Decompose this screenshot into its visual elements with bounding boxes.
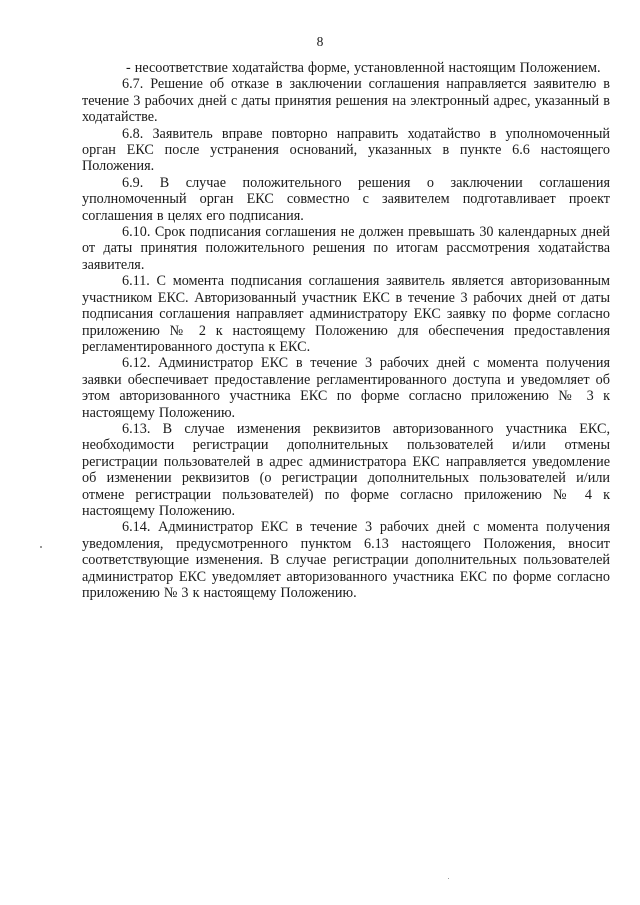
paragraph-6-12: 6.12. Администратор ЕКС в течение 3 рабочих дней с момента получения заявки обеспечивает предоставление регламентированного доступа и уведомляет об этом авторизованного участника ЕКС по форме согласно приложению № 3 к настоящему Положению. — [82, 355, 610, 421]
scan-speck — [448, 878, 449, 879]
paragraph-6-10: 6.10. Срок подписания соглашения не должен превышать 30 календарных дней от даты принятия положительного решения по итогам рассмотрения ходатайства заявителя. — [82, 224, 610, 273]
paragraph-6-8: 6.8. Заявитель вправе повторно направить ходатайство в уполномоченный орган ЕКС после устранения оснований, указанных в пункте 6.6 настоящего Положения. — [82, 125, 610, 175]
paragraph-6-14: 6.14. Администратор ЕКС в течение 3 рабочих дней с момента получения уведомления, предусмотренного пунктом 6.13 настоящего Положения, вносит соответствующие изменения. В случае регистрации дополнительных пользователей администратор ЕКС уведомляет авторизованного участника ЕКС по форме согласно приложению № 3 к настоящему Положению. — [82, 519, 610, 601]
paragraph-6-13: 6.13. В случае изменения реквизитов авторизованного участника ЕКС, необходимости регистрации дополнительных пользователей и/или отмены регистрации пользователей в адрес администратора ЕКС направляется уведомление об изменении реквизитов (о регистрации дополнительных пользователей и/или отмене регистрации пользователей) по форме согласно приложению № 4 к настоящему Положению. — [82, 420, 610, 519]
paragraph-6-11: 6.11. С момента подписания соглашения заявитель является авторизованным участником ЕКС. Авторизованный участник ЕКС в течение 3 рабочих дней от даты подписания соглашения направляет администратору ЕКС заявку по форме согласно приложению № 2 к настоящему Положению для обеспечения предоставления регламентированного доступа к ЕКС. — [82, 273, 610, 355]
page-number: 8 — [316, 34, 324, 49]
scan-speck — [40, 546, 42, 548]
paragraph-6-7: 6.7. Решение об отказе в заключении соглашения направляется заявителю в течение 3 рабочих дней с даты принятия решения на электронный адрес, указанный в ходатайстве. — [82, 76, 610, 126]
paragraph-6-9: 6.9. В случае положительного решения о заключении соглашения уполномоченный орган ЕКС совместно с заявителем подготавливает проект соглашения в целях его подписания. — [82, 174, 610, 224]
paragraph-nonconformity: - несоответствие ходатайства форме, установленной настоящим Положением. — [126, 60, 601, 76]
document-body — [82, 60, 610, 601]
